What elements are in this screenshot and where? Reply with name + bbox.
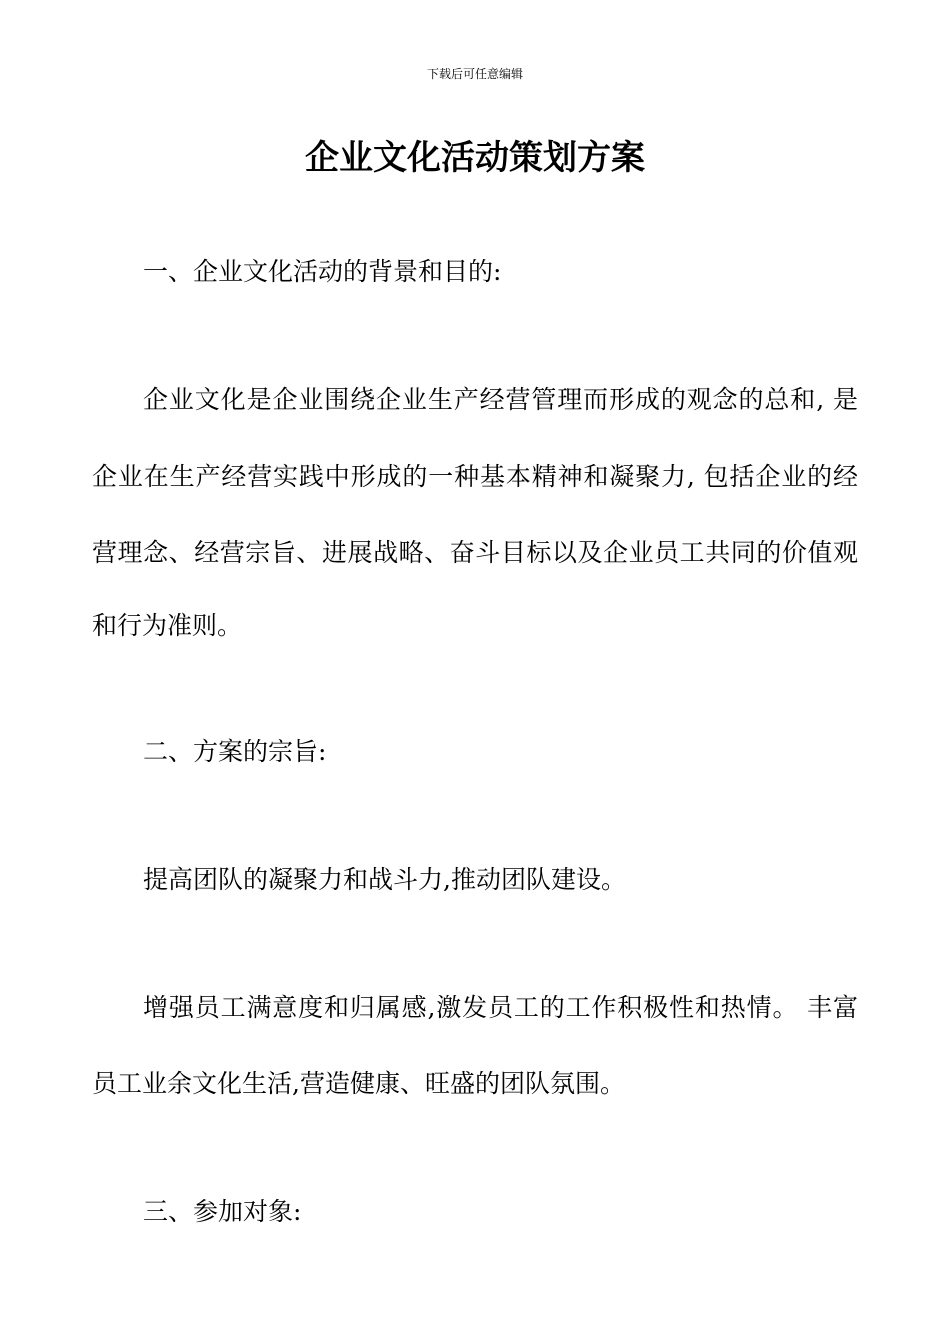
section-1-heading: 一、企业文化活动的背景和目的:: [143, 257, 502, 286]
document-title: 企业文化活动策划方案: [305, 138, 645, 178]
section-2-heading: 二、方案的宗旨:: [143, 737, 327, 766]
paragraph-line: 营理念、经营宗旨、进展战略、奋斗目标以及企业员工共同的价值观: [92, 538, 858, 567]
paragraph-line: 企业在生产经营实践中形成的一种基本精神和凝聚力, 包括企业的经: [92, 462, 858, 491]
page-header-note: 下载后可任意编辑: [426, 67, 523, 81]
section-2-paragraph-1: 提高团队的凝聚力和战斗力,推动团队建设。: [143, 865, 626, 894]
paragraph-line: 员工业余文化生活,营造健康、旺盛的团队氛围。: [92, 1069, 625, 1098]
paragraph-line: 和行为准则。: [92, 611, 243, 640]
section-3-heading: 三、参加对象:: [143, 1197, 302, 1226]
paragraph-line: 企业文化是企业围绕企业生产经营管理而形成的观念的总和, 是: [143, 385, 858, 414]
paragraph-line: 增强员工满意度和归属感,激发员工的工作积极性和热情。 丰富: [143, 993, 858, 1022]
